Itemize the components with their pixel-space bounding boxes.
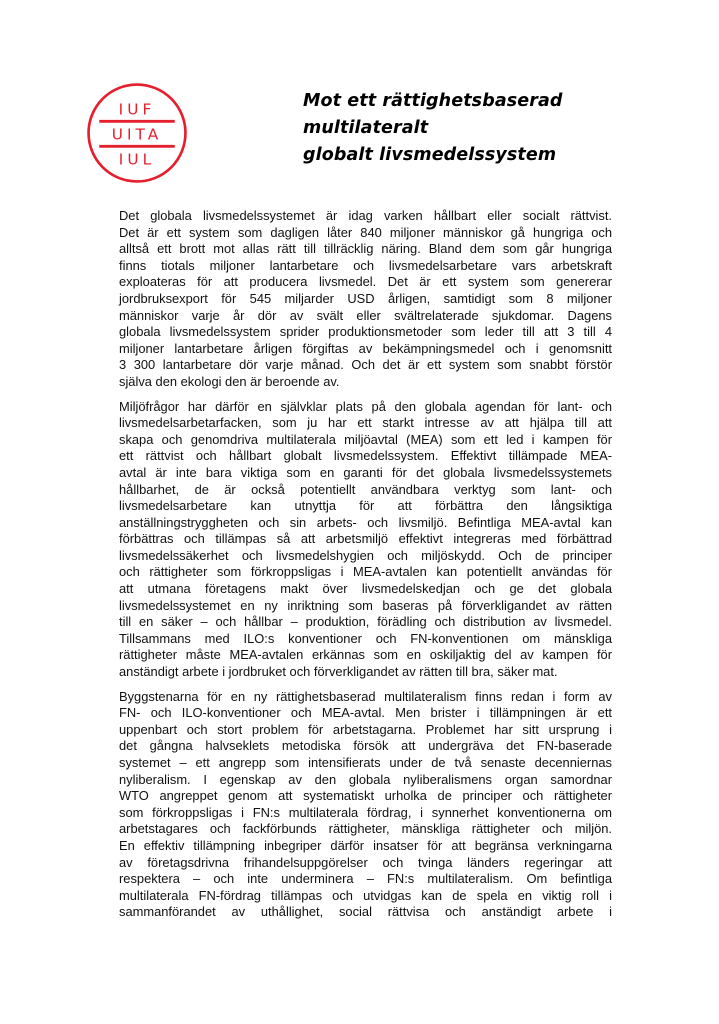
paragraph-line: att utmana företagens makt över livsmedelskedjan och ge det globala <box>119 581 612 597</box>
title-line: globalt livsmedelssystem <box>303 145 557 165</box>
paragraph-line: Tillsammans med ILO:s konventioner och FN-konventionen om mänskliga <box>119 630 612 646</box>
paragraph-line: det gångna halvseklets metodiska försök att undergräva det FN-baserade <box>119 738 612 754</box>
paragraph-line: förbättras och tillämpas så att arbetsmiljö effektivt integreras med förbättrad <box>119 531 612 547</box>
paragraph-line: multilaterala FN-fördrag tillämpas och utvidgas kan de spela en viktig roll i <box>119 887 612 903</box>
paragraph-line: En effektiv tillämpning inbegriper därför insatser för att begränsa verkningarna <box>119 837 612 853</box>
paragraph-line: sammanförandet av uthållighet, social rättvisa och anständigt arbete i <box>119 904 612 920</box>
paragraph-line: finns tiotals miljoner lantarbetare och livsmedelsarbetare vars arbetskraft <box>119 257 612 273</box>
paragraph-line: arbetstagares och fackförbunds rättigheter, mänskliga rättigheter och miljön. <box>119 821 612 837</box>
paragraph-line: uppenbart och stort problem för arbetstagarna. Problemet har sitt ursprung i <box>119 721 612 737</box>
paragraph-line: avtal är inte bara viktiga som en garanti för det globala livsmedelssystemets <box>119 464 612 480</box>
body-text <box>119 208 612 929</box>
paragraph-line: livsmedelsarbetarfacken, som ju har ett starkt intresse av att hjälpa till att <box>119 415 612 431</box>
paragraph-line: systemet – ett angrepp som intensifierats under de två senaste decenniernas <box>119 755 612 770</box>
paragraph-line: skapa och genomdriva multilaterala miljöavtal (MEA) som ett led i kampen för <box>119 431 612 447</box>
paragraph-line: ett rättvist och hållbart globalt livsmedelssystem. Effektivt tillämpade MEA- <box>119 448 612 464</box>
paragraph <box>119 399 612 681</box>
paragraph-line: livsmedelssystemet en ny inriktning som baseras på förverkligandet av rätten <box>119 597 612 613</box>
paragraph-line: och rättigheter som förkroppsligas i MEA-avtalen kan potentiellt användas för <box>119 564 612 580</box>
paragraph-line: själva den ekologi den är beroende av. <box>119 373 340 389</box>
paragraph <box>119 689 612 921</box>
paragraph-line: som förkroppsligas i FN:s multilaterala fördrag, i synnerhet konventionerna om <box>119 804 612 820</box>
paragraph-line: 3 300 lantarbetare dör varje månad. Och det är ett system som snabbt förstör <box>119 357 612 373</box>
paragraph-line: globala livsmedelssystem sprider produktionsmetoder som leder till att 3 till 4 <box>119 324 612 340</box>
paragraph-line: Miljöfrågor har därför en självklar plats på den globala agendan för lant- och <box>119 398 612 414</box>
logo-text-uita: UITA <box>111 125 163 144</box>
paragraph-line: WTO angreppet genom att systematiskt urholka de principer och rättigheter <box>119 788 612 804</box>
paragraph-line: jordbruksexport för 545 miljarder USD årligen, samtidigt som 8 miljoner <box>119 290 612 306</box>
logo-text-iul: IUL <box>118 150 156 169</box>
logo-text-iuf: IUF <box>118 100 156 119</box>
paragraph-line: FN- och ILO-konventioner och MEA-avtal. Men brister i tillämpningen är ett <box>119 705 612 721</box>
paragraph-line: miljoner lantarbetare årligen förgiftas av bekämpningsmedel och i genomsnitt <box>119 340 612 356</box>
paragraph-line: Det globala livsmedelssystemet är idag varken hållbart eller socialt rättvist. <box>119 208 612 223</box>
paragraph-line: Det är ett system som dagligen låter 840 miljoner människor gå hungriga och <box>119 224 612 240</box>
paragraph <box>119 208 612 391</box>
title-line: multilateralt <box>303 118 429 138</box>
paragraph-line: människor varje år dör av svält eller svältrelaterade sjukdomar. Dagens <box>119 307 612 323</box>
iuf-logo <box>86 82 188 184</box>
document-title <box>303 88 603 169</box>
paragraph-line: Byggstenarna för en ny rättighetsbaserad multilateralism finns redan i form av <box>119 688 612 704</box>
paragraph-line: anställningstryggheten och sin arbets- och livsmiljö. Befintliga MEA-avtal kan <box>119 514 612 530</box>
paragraph-line: respektera – och inte underminera – FN:s multilateralism. Om befintliga <box>119 871 612 887</box>
paragraph-line: nyliberalism. I egenskap av den globala nyliberalismens organ samordnar <box>119 771 612 787</box>
paragraph-line: livsmedelssäkerhet och livsmedelshygien och miljöskydd. Och de principer <box>119 547 612 563</box>
title-line: Mot ett rättighetsbaserad <box>303 91 563 111</box>
paragraph-line: av företagsdrivna frihandelsuppgörelser och tvinga länders regeringar att <box>119 854 612 870</box>
paragraph-line: alltså ett brott mot allas rätt till tillräcklig näring. Bland dem som går hungriga <box>119 241 612 257</box>
paragraph-line: till en säker – och hållbar – produktion, förädling och distribution av livsmedel. <box>119 614 612 630</box>
paragraph-line: livsmedelsarbetare kan utnyttja för att förbättra den långsiktiga <box>119 498 612 514</box>
paragraph-line: exploateras för att producera livsmedel. Det är ett system som genererar <box>119 274 612 290</box>
paragraph-line: hållbarhet, de är också potentiellt användbara verktyg som lant- och <box>119 481 612 497</box>
paragraph-line: rättigheter måste MEA-avtalen erkännas som en oskiljaktig del av kampen för <box>119 647 612 663</box>
paragraph-line: anständigt arbete i jordbruket och förverkligandet av rätten till bra, säker mat. <box>119 664 558 680</box>
